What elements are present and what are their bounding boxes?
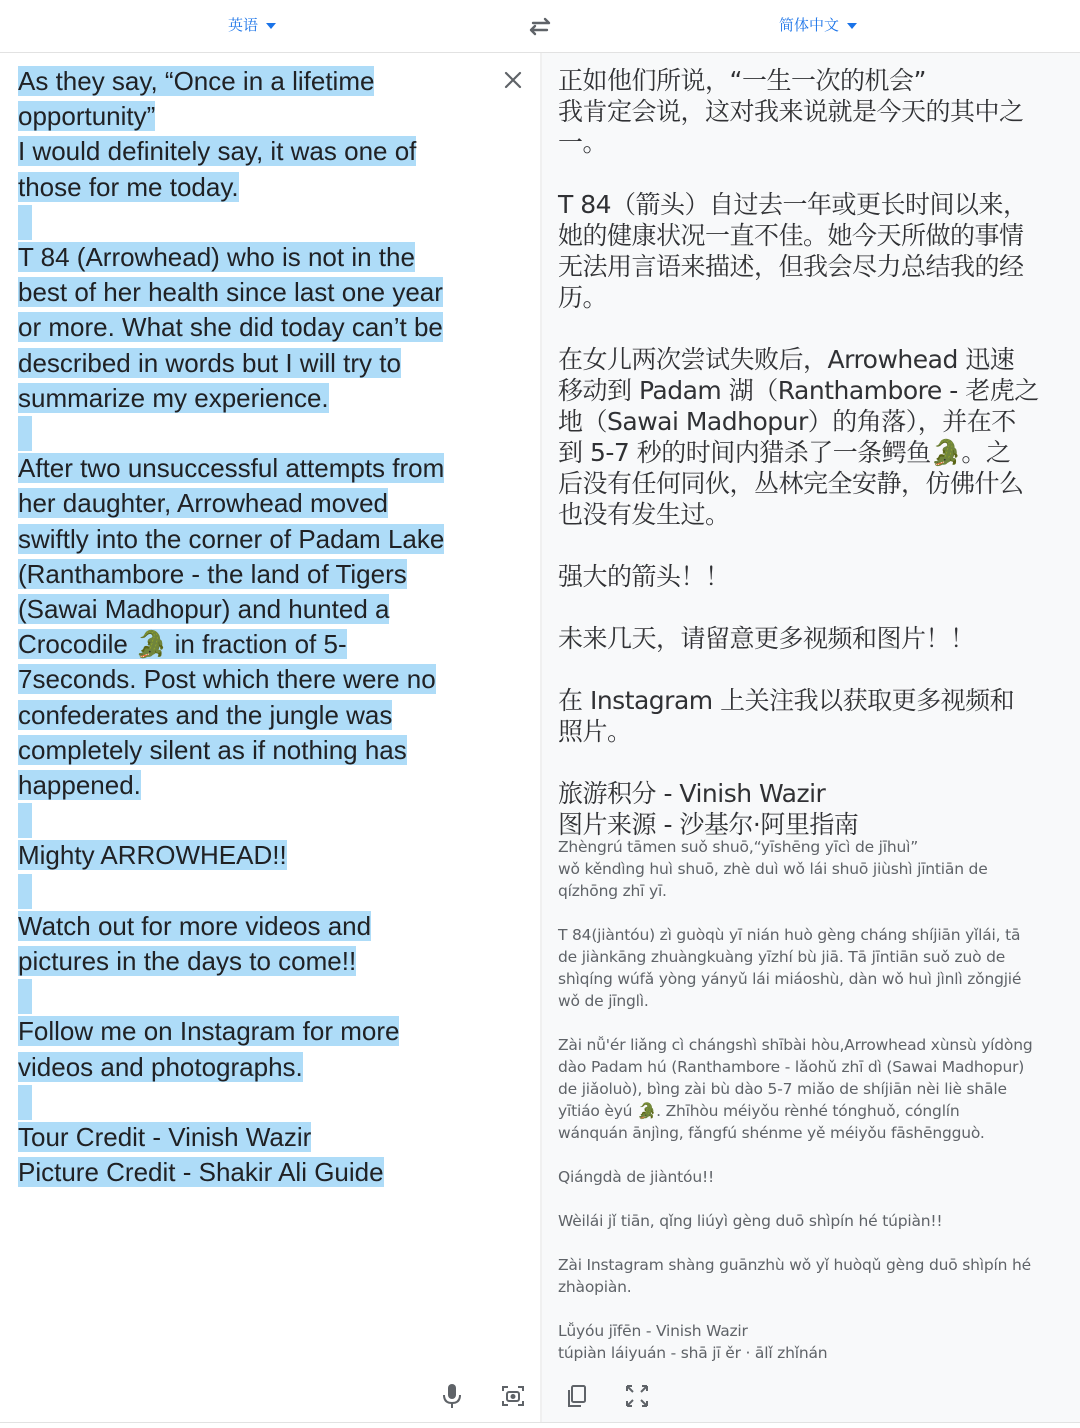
source-text-input[interactable]	[18, 64, 488, 1190]
pinyin-line: dào Padam hú (Ranthambore - lǎohǔ zhī dì (Sawai Madhopur)	[558, 1058, 1025, 1076]
pinyin-line: zhàopiàn.	[558, 1278, 632, 1296]
translation-paragraph	[558, 561, 1066, 592]
source-line: Crocodile 🐊 in fraction of 5-	[18, 629, 347, 660]
selection-highlight	[18, 1085, 32, 1120]
selection-highlight	[18, 874, 32, 909]
translation-line: 旅游积分 - Vinish Wazir	[558, 779, 826, 808]
swap-languages-button[interactable]	[527, 14, 553, 38]
selection-highlight	[18, 979, 32, 1014]
pinyin-line: Wèilái jǐ tiān, qǐng liúyì gèng duō shìpín hé túpiàn!!	[558, 1212, 943, 1230]
translation-line: 正如他们所说，“一生一次的机会”	[558, 66, 926, 95]
pinyin-line: wǒ de jīnglì.	[558, 992, 649, 1010]
pinyin-paragraph	[558, 1210, 1066, 1232]
translation-line: 地（Sawai Madhopur）的角落），并在不	[558, 407, 1016, 436]
microphone-icon	[440, 1382, 464, 1410]
translation-paragraph	[558, 685, 1066, 747]
source-paragraph	[18, 451, 488, 803]
source-line: completely silent as if nothing has	[18, 734, 407, 765]
pinyin-line: wǒ kěndìng huì shuō, zhè duì wǒ lái shuō jiùshì jīntiān de	[558, 860, 988, 878]
pinyin-line: Lǚyóu jīfēn - Vinish Wazir	[558, 1322, 748, 1340]
fullscreen-icon	[624, 1383, 650, 1409]
pinyin-line: túpiàn láiyuán - shā jī ěr · ālǐ zhǐnán	[558, 1344, 828, 1362]
source-text-pane[interactable]	[0, 53, 540, 1423]
source-paragraph	[18, 1014, 488, 1084]
translation-line: 未来几天，请留意更多视频和图片！！	[558, 624, 975, 653]
translation-line: 强大的箭头！！	[558, 562, 730, 591]
language-bar	[0, 0, 1080, 53]
translation-line: 也没有发生过。	[558, 500, 730, 529]
source-line: Tour Credit - Vinish Wazir	[18, 1122, 312, 1152]
source-paragraph	[18, 909, 488, 979]
source-line: I would definitely say, it was one of	[18, 136, 417, 167]
translation-line: 图片来源 - 沙基尔·阿里指南	[558, 810, 859, 839]
translation-paragraph	[558, 623, 1066, 654]
paragraph-gap	[18, 979, 488, 1014]
pinyin-line: T 84(jiàntóu) zì guòqù yī nián huò gèng cháng shíjiān yǐlái, tā	[558, 926, 1021, 944]
pinyin-line: de jiǎoluò), bìng zài bù dào 5-7 miǎo de shíjiān nèi liè shāle	[558, 1080, 1007, 1098]
source-line: those for me today.	[18, 171, 239, 202]
copy-icon	[564, 1383, 590, 1409]
translation-line: 无法用言语来描述，但我会尽力总结我的经	[558, 252, 1024, 281]
source-paragraph	[18, 64, 488, 205]
selection-highlight	[18, 416, 32, 451]
source-paragraph	[18, 1120, 488, 1190]
translation-line: 历。	[558, 283, 608, 312]
source-line: (Ranthambore - the land of Tigers	[18, 558, 407, 589]
source-line: videos and photographs.	[18, 1051, 303, 1082]
camera-icon	[500, 1383, 526, 1409]
pinyin-line: yītiáo èyú 🐊. Zhīhòu méiyǒu rènhé tónghuǒ, cónglín	[558, 1102, 960, 1120]
pinyin-line: de jiànkāng zhuàngkuàng yīzhí bù jiā. Tā jīntiān suǒ zuò de	[558, 948, 1006, 966]
source-line: As they say, “Once in a lifetime	[18, 66, 375, 96]
paragraph-gap	[18, 803, 488, 838]
target-language-label: 简体中文	[779, 16, 840, 34]
pinyin-paragraph	[558, 924, 1066, 1012]
pinyin-line: Qiángdà de jiàntóu!!	[558, 1168, 714, 1186]
translation-line: 她的健康状况一直不佳。她今天所做的事情	[558, 221, 1024, 250]
translation-line: T 84（箭头）自过去一年或更长时间以来，	[558, 190, 1028, 219]
source-line: or more. What she did today can’t be	[18, 312, 443, 343]
paragraph-gap	[18, 205, 488, 240]
translation-line: 后没有任何同伙，丛林完全安静，仿佛什么	[558, 469, 1024, 498]
source-language-selector[interactable]	[228, 14, 276, 36]
source-language-label: 英语	[228, 16, 259, 34]
pinyin-paragraph	[558, 1320, 1066, 1364]
fullscreen-button[interactable]	[624, 1383, 650, 1409]
translation-text	[558, 65, 1066, 840]
source-line: swiftly into the corner of Padam Lake	[18, 523, 445, 554]
translation-paragraph	[558, 778, 1066, 840]
translation-line: 在 Instagram 上关注我以获取更多视频和	[558, 686, 1015, 715]
pinyin-paragraph	[558, 836, 1066, 902]
pinyin-line: qízhōng zhī yī.	[558, 882, 667, 900]
close-icon	[501, 68, 525, 92]
source-paragraph	[18, 240, 488, 416]
pinyin-line: Zhèngrú tāmen suǒ shuō,“yīshēng yīcì de jīhuì”	[558, 838, 919, 856]
source-line: pictures in the days to come!!	[18, 946, 357, 977]
pinyin-line: Zài nǚ'ér liǎng cì chángshì shībài hòu,Arrowhead xùnsù yídòng	[558, 1036, 1033, 1054]
translation-line: 移动到 Padam 湖（Ranthambore - 老虎之	[558, 376, 1039, 405]
source-line: Follow me on Instagram for more	[18, 1016, 400, 1047]
target-language-selector[interactable]	[779, 14, 857, 36]
swap-horiz-icon	[527, 14, 553, 38]
pinyin-paragraph	[558, 1166, 1066, 1188]
pinyin-paragraph	[558, 1254, 1066, 1298]
source-line: (Sawai Madhopur) and hunted a	[18, 594, 390, 625]
paragraph-gap	[18, 416, 488, 451]
dropdown-caret-icon	[266, 23, 276, 29]
source-line: T 84 (Arrowhead) who is not in the	[18, 242, 415, 272]
source-line: Mighty ARROWHEAD!!	[18, 840, 287, 871]
source-line: opportunity”	[18, 101, 156, 132]
voice-input-button[interactable]	[440, 1382, 464, 1410]
clear-source-button[interactable]	[501, 68, 525, 92]
pinyin-line: wánquán ānjìng, fǎngfú shénme yě méiyǒu fāshēngguò.	[558, 1124, 985, 1142]
source-line: 7seconds. Post which there were no	[18, 664, 436, 695]
translation-paragraph	[558, 344, 1066, 530]
dropdown-caret-icon	[847, 23, 857, 29]
translation-paragraph	[558, 189, 1066, 313]
source-line: confederates and the jungle was	[18, 699, 393, 730]
source-paragraph	[18, 838, 488, 873]
translation-line: 在女儿两次尝试失败后，Arrowhead 迅速	[558, 345, 1015, 374]
translation-line: 一。	[558, 128, 608, 157]
pinyin-paragraph	[558, 1034, 1066, 1144]
translation-pane	[542, 53, 1080, 1423]
paragraph-gap	[18, 874, 488, 909]
paragraph-gap	[18, 1085, 488, 1120]
pinyin-transliteration	[558, 836, 1066, 1386]
selection-highlight	[18, 803, 32, 838]
pinyin-line: shìqíng wúfǎ yòng yányǔ lái miáoshù, dàn wǒ huì jìnlì zǒngjié	[558, 970, 1022, 988]
translation-line: 照片。	[558, 717, 632, 746]
copy-translation-button[interactable]	[564, 1383, 590, 1409]
camera-translate-button[interactable]	[500, 1383, 526, 1409]
source-line: summarize my experience.	[18, 382, 329, 413]
translation-paragraph	[558, 65, 1066, 158]
pinyin-line: Zài Instagram shàng guānzhù wǒ yǐ huòqǔ gèng duō shìpín hé	[558, 1256, 1031, 1274]
translation-line: 到 5-7 秒的时间内猎杀了一条鳄鱼🐊。之	[558, 438, 1011, 467]
source-line: her daughter, Arrowhead moved	[18, 488, 389, 519]
bottom-border	[0, 1422, 1080, 1423]
selection-highlight	[18, 205, 32, 240]
source-line: Picture Credit - Shakir Ali Guide	[18, 1157, 384, 1188]
source-line: described in words but I will try to	[18, 347, 401, 378]
source-line: best of her health since last one year	[18, 277, 443, 308]
source-line: Watch out for more videos and	[18, 910, 372, 941]
translation-line: 我肯定会说，这对我来说就是今天的其中之	[558, 97, 1024, 126]
source-line: happened.	[18, 770, 141, 801]
source-line: After two unsuccessful attempts from	[18, 453, 445, 484]
